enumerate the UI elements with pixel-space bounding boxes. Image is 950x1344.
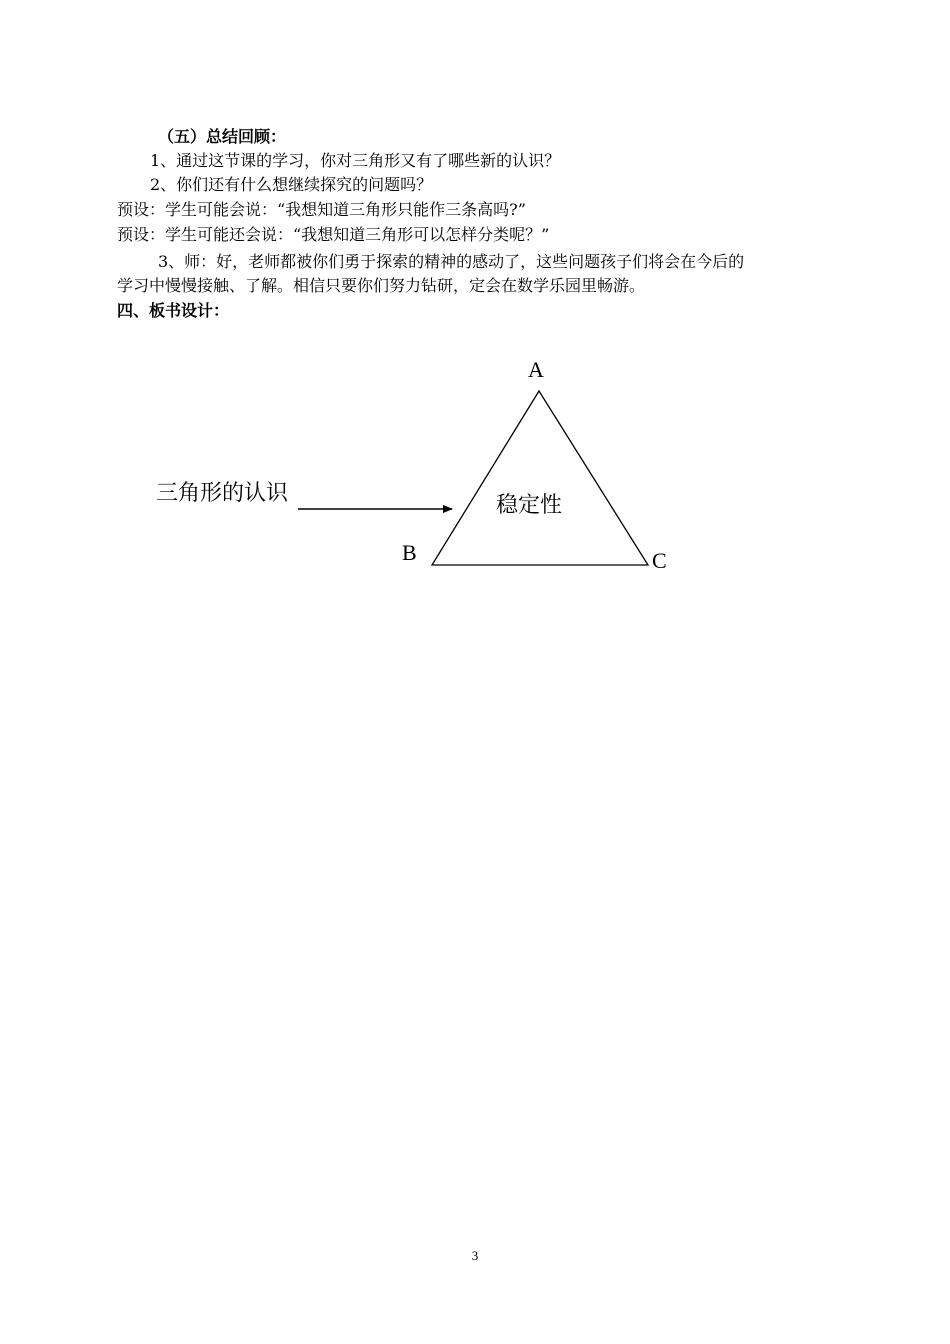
board-design-heading: 四、板书设计：: [117, 301, 230, 320]
vertex-b-label: B: [402, 540, 417, 565]
teacher-remark-line-2: 学习中慢慢接触、了解。相信只要你们努力钻研，定会在数学乐园里畅游。: [117, 276, 646, 295]
triangle-shape: [432, 391, 648, 565]
summary-question-2: 2、你们还有什么想继续探究的问题吗？: [150, 175, 433, 194]
vertex-c-label: C: [652, 548, 667, 573]
teacher-remark-line-1: 3、师：好，老师都被你们勇于探索的精神的感动了，这些问题孩子们将会在今后的: [158, 252, 745, 271]
board-diagram: [0, 0, 950, 620]
summary-heading: （五）总结回顾：: [158, 127, 287, 146]
page-number: 3: [471, 1248, 479, 1263]
presumption-2: 预设：学生可能还会说：“我想知道三角形可以怎样分类呢？”: [117, 225, 550, 244]
vertex-a-label: A: [528, 357, 544, 382]
summary-question-1: 1、通过这节课的学习，你对三角形又有了哪些新的认识？: [150, 151, 561, 170]
left-label: 三角形的认识: [156, 481, 289, 506]
center-label: 稳定性: [496, 493, 563, 518]
presumption-1: 预设：学生可能会说：“我想知道三角形只能作三条高吗?”: [117, 200, 526, 219]
